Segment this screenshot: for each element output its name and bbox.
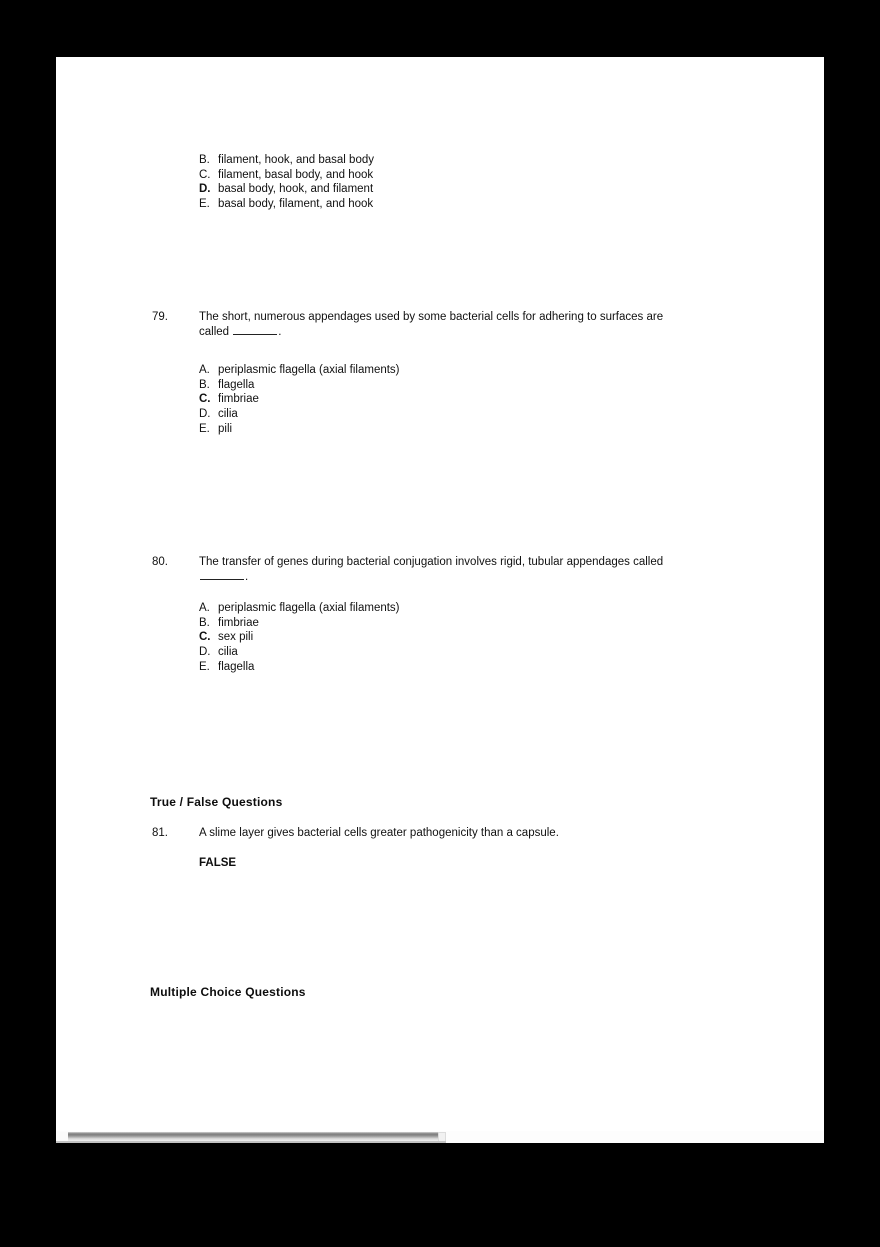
question-79-stem-line2-after: . <box>278 325 282 338</box>
question-80-number: 80. <box>152 556 168 568</box>
option-text: periplasmic flagella (axial filaments) <box>218 364 400 376</box>
option-row[interactable] <box>199 363 400 378</box>
option-row[interactable] <box>199 378 400 393</box>
question-80-stem-line2-after: . <box>245 570 249 583</box>
question-79-stem-line2-before: called <box>199 325 233 338</box>
option-row[interactable] <box>199 601 400 616</box>
option-text: fimbriae <box>218 393 259 406</box>
question-79-stem <box>199 310 719 340</box>
option-row[interactable] <box>199 616 400 631</box>
option-text: cilia <box>218 646 238 659</box>
option-text: filament, basal body, and hook <box>218 168 374 181</box>
true-false-section-heading: True / False Questions <box>150 795 283 809</box>
option-text: basal body, hook, and filament <box>218 183 374 196</box>
question-80-stem <box>199 555 719 585</box>
option-text: filament, hook, and basal body <box>218 154 374 166</box>
option-letter: D. <box>199 183 211 196</box>
option-letter: B. <box>199 378 210 391</box>
option-text: periplasmic flagella (axial filaments) <box>218 602 400 614</box>
options-list-79 <box>199 363 400 436</box>
option-text: sex pili <box>218 631 254 644</box>
fill-in-blank <box>200 570 244 580</box>
question-81-number: 81. <box>152 827 168 839</box>
question-81-stem: A slime layer gives bacterial cells greater pathogenicity than a capsule. <box>199 827 559 839</box>
options-list-80 <box>199 601 400 674</box>
option-letter: A. <box>199 602 210 614</box>
multiple-choice-section-heading: Multiple Choice Questions <box>150 985 306 999</box>
document-page <box>56 57 824 1135</box>
option-letter: B. <box>199 154 210 166</box>
option-letter: C. <box>199 631 211 644</box>
option-text: basal body, filament, and hook <box>218 198 374 211</box>
option-row[interactable] <box>199 153 374 168</box>
question-79-stem-line1: The short, numerous appendages used by some bacterial cells for adhering to surfaces are <box>199 311 664 323</box>
option-text: fimbriae <box>218 616 259 629</box>
option-letter: C. <box>199 168 211 181</box>
option-letter: E. <box>199 198 210 211</box>
option-letter: D. <box>199 408 211 421</box>
fill-in-blank <box>233 325 277 335</box>
option-letter: E. <box>199 660 210 673</box>
option-text: cilia <box>218 408 238 421</box>
option-text: pili <box>218 422 233 435</box>
option-row[interactable] <box>199 660 400 675</box>
option-row[interactable] <box>199 422 400 437</box>
option-row[interactable] <box>199 630 400 645</box>
option-letter: C. <box>199 393 211 406</box>
option-row[interactable] <box>199 168 374 183</box>
option-row[interactable] <box>199 182 374 197</box>
options-list-continued <box>199 153 374 212</box>
option-text: flagella <box>218 660 255 673</box>
option-letter: E. <box>199 422 210 435</box>
page-content <box>56 57 824 1135</box>
question-79-number: 79. <box>152 311 168 323</box>
option-row[interactable] <box>199 645 400 660</box>
scrollbar-shadow <box>56 1141 446 1143</box>
horizontal-scrollbar[interactable] <box>56 1131 824 1143</box>
option-letter: D. <box>199 646 211 659</box>
option-row[interactable] <box>199 392 400 407</box>
option-letter: A. <box>199 364 210 376</box>
option-text: flagella <box>218 378 255 391</box>
question-81-answer: FALSE <box>199 857 237 869</box>
option-row[interactable] <box>199 407 400 422</box>
option-row[interactable] <box>199 197 374 212</box>
option-letter: B. <box>199 616 210 629</box>
question-80-stem-line1: The transfer of genes during bacterial conjugation involves rigid, tubular appendages called <box>199 556 664 568</box>
